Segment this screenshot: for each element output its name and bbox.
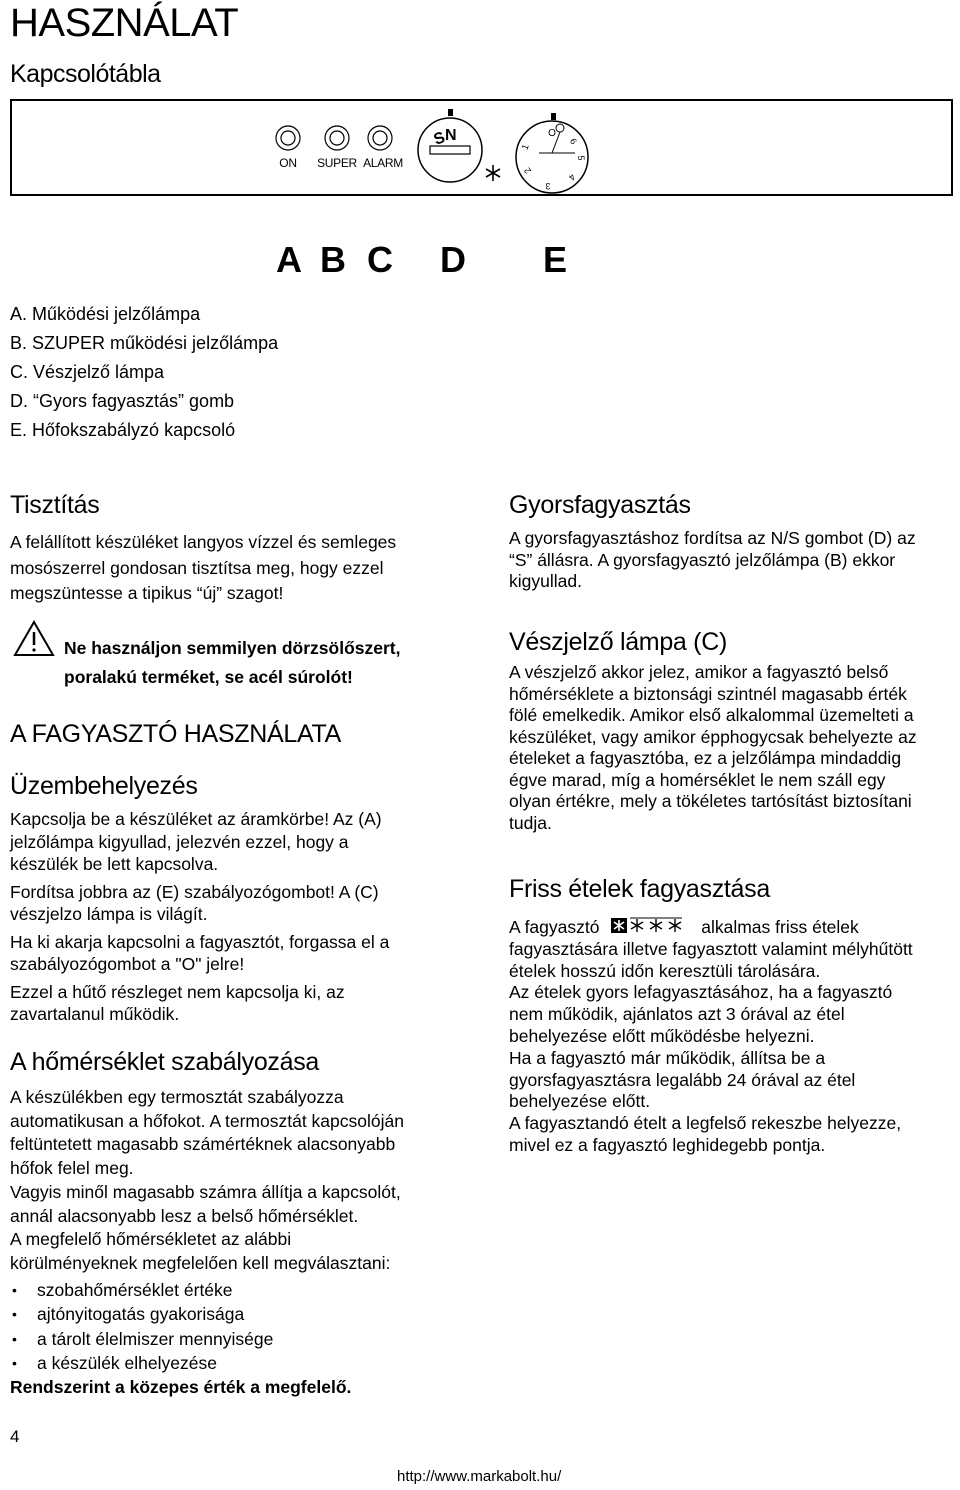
bullet-item: • a tárolt élelmiszer mennyisége: [10, 1327, 460, 1352]
warning-line: poralakú terméket, se acél súrolót!: [64, 667, 353, 687]
fast-freeze-text: [509, 528, 954, 593]
page-title: HASZNÁLAT: [10, 1, 239, 45]
dial-number-3: 3: [545, 181, 551, 191]
label-letter-b: B: [320, 239, 346, 280]
label-letter-d: D: [440, 239, 466, 280]
thermostat-dial-icon: [516, 113, 588, 193]
text-line: hőmérséklete a biztonsági szintnél magasabb érték: [509, 683, 907, 704]
legend-item-c: C. Vészjelző lámpa: [10, 362, 165, 382]
text-line: Ezzel a hűtő részleget nem kapcsolja ki, az: [10, 981, 345, 1002]
four-star-freezer-icon: [610, 917, 690, 935]
freezer-usage-title: A FAGYASZTÓ HASZNÁLATA: [10, 720, 341, 748]
cleaning-line: A felállított készüléket langyos vízzel és semleges: [10, 532, 397, 552]
alarm-lamp-title: Vészjelző lámpa (C): [509, 628, 727, 656]
knob-s-letter: S: [431, 129, 448, 149]
text-line: Fordítsa jobbra az (E) szabályozógombot! A (C): [10, 881, 379, 902]
alarm-lamp-text: [509, 662, 954, 834]
text-line: ételeket a fagyasztóba, ez a jelzőlámpa mindaddig: [509, 748, 902, 768]
temperature-title: A hőmérséklet szabályozása: [10, 1048, 320, 1076]
text-line: készüléket, vagy amikor épphogycsak behelyezte az: [509, 726, 917, 747]
installation-paragraph: [10, 808, 450, 876]
installation-title: Üzembehelyezés: [10, 772, 198, 800]
installation-paragraph: [10, 881, 450, 926]
label-letter-a: A: [276, 239, 302, 280]
legend-item-b: B. SZUPER működési jelzőlámpa: [10, 333, 279, 353]
bullet-item: • ajtónyitogatás gyakorisága: [10, 1302, 460, 1327]
text-line: behelyezése előtt működésbe helyezni.: [509, 1025, 815, 1046]
fast-freeze-title: Gyorsfagyasztás: [509, 491, 691, 519]
text-line: A fagyasztandó ételt a legfelső rekeszbe helyezze,: [509, 1113, 902, 1134]
fresh-food-title: Friss ételek fagyasztása: [509, 875, 770, 903]
dial-number-0: O: [548, 128, 556, 139]
dial-number-6: 6: [567, 136, 579, 147]
temperature-text: [10, 1086, 460, 1399]
knob-n-letter: N: [445, 127, 457, 144]
text-line: “S” állásra. A gyorsfagyasztó jelzőlámpa (B) ekkor: [509, 549, 896, 570]
fast-freeze-knob-icon: [418, 109, 482, 182]
text-line: nem működik, ajánlatos azt 3 órával az étel: [509, 1004, 845, 1025]
cleaning-text: [10, 530, 450, 607]
lamp-super-icon: [325, 126, 349, 150]
text-line: A gyorsfagyasztáshoz fordítsa az N/S gombot (D) az: [509, 528, 916, 548]
text-line: Kapcsolja be a készüléket az áramkörbe! Az (A): [10, 809, 382, 829]
text-line: égve marad, míg a homérséklet le nem száll egy: [509, 769, 886, 790]
text-line: szabályozógombot a "O" jelre!: [10, 954, 245, 974]
text-line: Ha ki akarja kapcsolni a fagyasztót, forgassa el a: [10, 931, 390, 952]
footer-url-link[interactable]: http://www.markabolt.hu/: [397, 1468, 562, 1485]
label-letter-e: E: [543, 239, 568, 280]
legend-item-d: D. “Gyors fagyasztás” gomb: [10, 391, 235, 411]
legend-item-e: E. Hőfokszabályzó kapcsoló: [10, 420, 236, 440]
fresh-food-text: [509, 917, 954, 1157]
control-legend: [10, 300, 278, 445]
temperature-closing: Rendszerint a közepes érték a megfelelő.: [10, 1376, 352, 1397]
text-line: automatikusan a hőfokot. A termosztát kapcsolóján: [10, 1110, 404, 1131]
snowflake-icon: [486, 165, 500, 181]
dial-number-4: 4: [566, 171, 578, 183]
lamp-super-label: SUPER: [317, 156, 357, 170]
text-line: olyan értékre, mely a tökéletes tartósítást biztosítani: [509, 791, 912, 811]
cleaning-warning: [64, 634, 400, 692]
text-line: Vagyis minől magasabb számra állítja a kapcsolót,: [10, 1181, 401, 1202]
bullet-item: • szobahőmérséklet értéke: [10, 1278, 460, 1303]
installation-paragraph: [10, 931, 450, 976]
cleaning-title: Tisztítás: [10, 491, 100, 519]
fresh-food-first-line: [509, 917, 954, 939]
dial-number-2: 2: [522, 165, 534, 176]
text-line: ételek hosszú időn keresztüli tárolására.: [509, 960, 821, 981]
dial-number-5: 5: [576, 155, 586, 161]
label-letter-c: C: [367, 239, 393, 280]
text-line: A készülékben egy termosztát szabályozza: [10, 1087, 344, 1107]
installation-paragraph: [10, 981, 450, 1026]
lamp-on-icon: [276, 126, 300, 150]
text-line: jelzőlámpa kigyullad, jelezvén ezzel, hogy a: [10, 831, 349, 852]
text-line: A vészjelző akkor jelez, amikor a fagyasztó belső: [509, 662, 889, 682]
control-panel-heading: Kapcsolótábla: [10, 60, 161, 88]
text-line: alkalmas friss ételek: [701, 917, 859, 937]
lamp-alarm-label: ALARM: [363, 156, 403, 170]
dial-number-1: 1: [519, 142, 531, 152]
text-line: feltüntetett magasabb számértéknek alacsonyabb: [10, 1134, 396, 1155]
temperature-bullet-list: [10, 1278, 460, 1376]
text-line: Az ételek gyors lefagyasztásához, ha a fagyasztó: [509, 982, 893, 1003]
text-line: A fagyasztó: [509, 917, 600, 937]
text-line: behelyezése előtt.: [509, 1091, 651, 1112]
text-line: fagyasztására illetve fagyasztott valamint mélyhűtött: [509, 938, 913, 959]
bullet-item: • a készülék elhelyezése: [10, 1351, 460, 1376]
text-line: készülék be lett kapcsolva.: [10, 854, 219, 874]
cleaning-line: mosószerrel gondosan tisztítsa meg, hogy ezzel: [10, 557, 384, 578]
text-line: vészjelzo lámpa is világít.: [10, 904, 208, 924]
text-line: A megfelelő hőmérsékletet az alábbi: [10, 1229, 292, 1250]
text-line: mivel ez a fagyasztó leghidegebb pontja.: [509, 1134, 826, 1155]
text-line: hőfok felel meg.: [10, 1158, 134, 1179]
text-line: körülményeknek megfelelően kell megválasztani:: [10, 1252, 391, 1273]
text-line: tudja.: [509, 812, 552, 833]
warning-line: Ne használjon semmilyen dörzsölőszert,: [64, 638, 401, 658]
page-number: 4: [10, 1427, 20, 1446]
text-line: annál alacsonyabb lesz a belső hőmérséklet.: [10, 1205, 359, 1226]
text-line: Ha a fagyasztó már működik, állítsa be a: [509, 1047, 826, 1068]
control-panel-diagram: [10, 99, 953, 196]
control-panel-illustration: [12, 101, 951, 194]
warning-triangle-icon: [13, 620, 55, 658]
text-line: gyorsfagyasztásra legalább 24 órával az étel: [509, 1069, 856, 1090]
lamp-alarm-icon: [368, 126, 392, 150]
lamp-on-label: ON: [279, 156, 297, 170]
text-line: fölé emelkedik. Amikor első alkalommal üzemelteti a: [509, 705, 914, 725]
legend-item-a: A. Működési jelzőlámpa: [10, 304, 201, 324]
text-line: kigyullad.: [509, 571, 582, 591]
cleaning-line: megszüntesse a tipikus “új” szagot!: [10, 583, 284, 603]
text-line: zavartalanul működik.: [10, 1004, 180, 1024]
installation-text: [10, 808, 450, 1026]
